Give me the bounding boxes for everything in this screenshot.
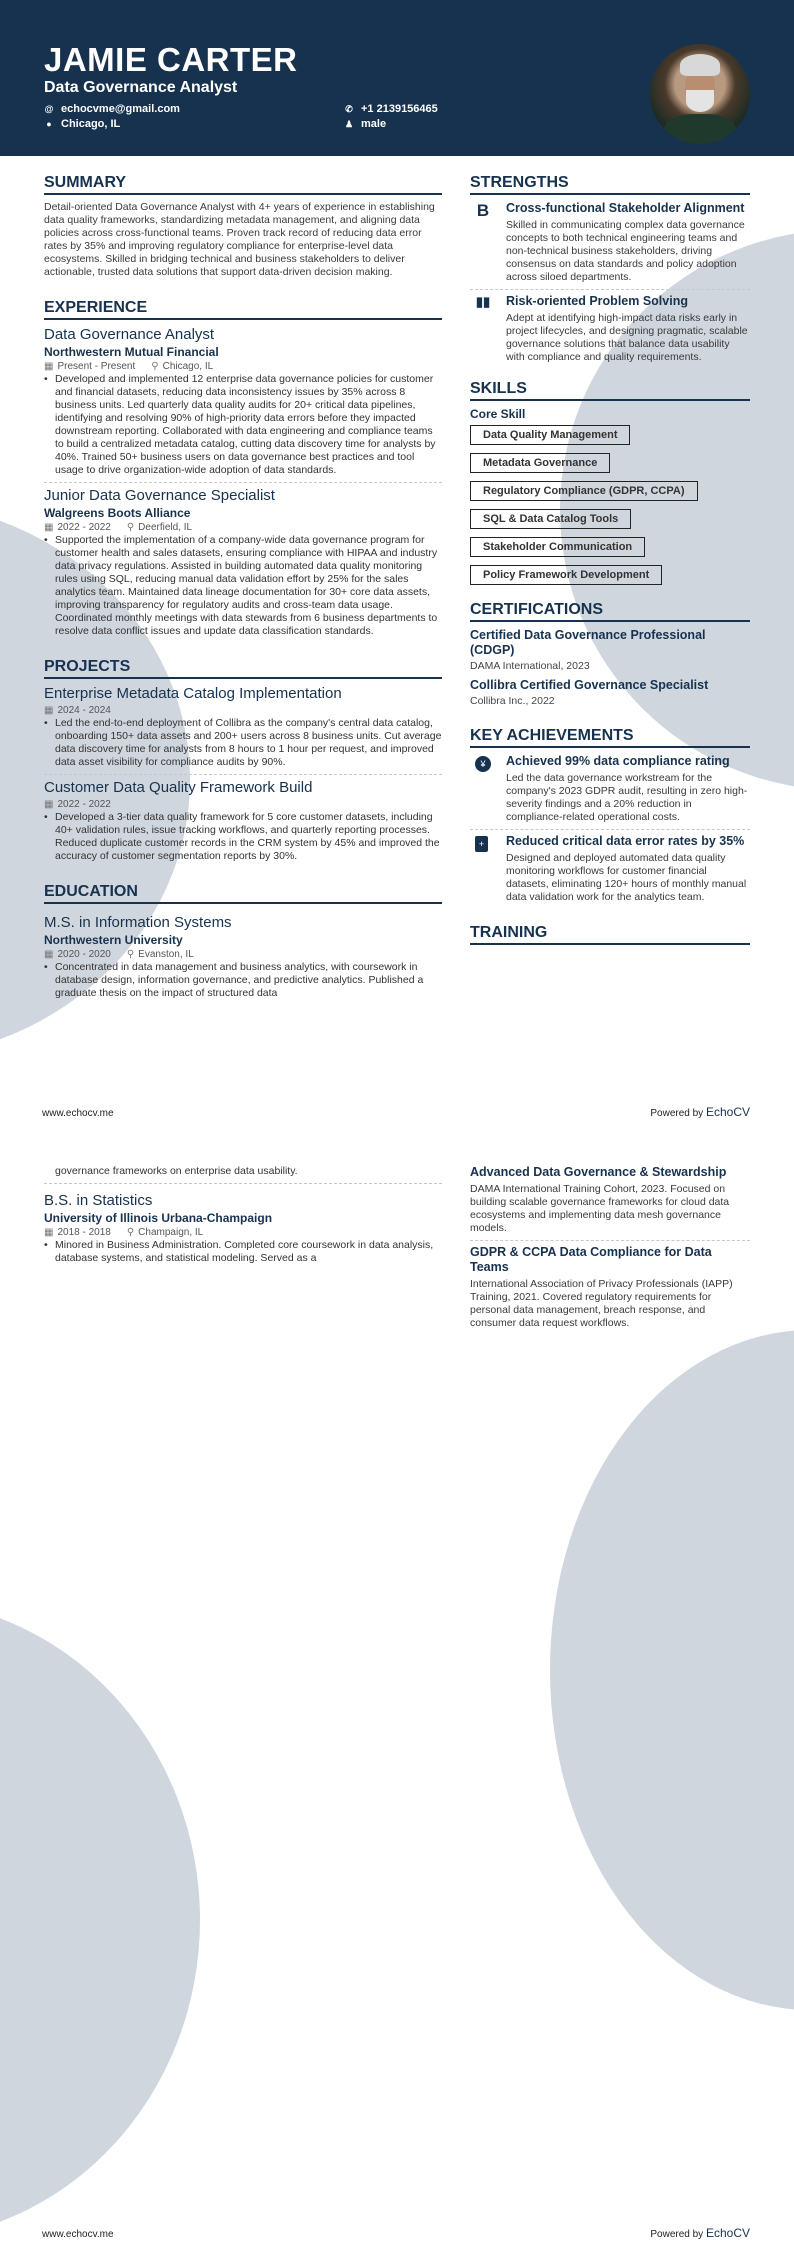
bullet: Developed a 3-tier data quality framework for 5 core customer datasets, including 40+ validation rules, issue tracking workflows, and quarterly reporting processes. Reduced duplicate customer records in the CRM system by 45% and improved the accuracy of customer segmentation reports by 30%. — [55, 811, 440, 862]
dates: 2024 - 2024 — [57, 705, 111, 716]
page-footer — [42, 1105, 750, 1119]
location: Deerfield, IL — [138, 522, 193, 533]
avatar — [650, 44, 750, 144]
divider — [470, 829, 750, 830]
training-title: GDPR & CCPA Data Compliance for Data Teams — [470, 1245, 712, 1274]
person-icon: ♟ — [344, 118, 354, 129]
achievement-title: Reduced critical data error rates by 35% — [506, 834, 745, 848]
skill-group-title: Core Skill — [470, 407, 526, 421]
degree: B.S. in Statistics — [44, 1192, 153, 1209]
skill-tag: Metadata Governance — [470, 453, 610, 473]
bullet: Minored in Business Administration. Completed core coursework in data analysis, database systems, and statistical modeling. Served as a — [55, 1239, 434, 1264]
brand-link[interactable]: EchoCV — [705, 1105, 750, 1119]
certification-item — [470, 628, 750, 672]
education-item: M.S. in Information Systems Northwestern University ▦ 2020 - 2020 ⚲ Evanston, IL • Concentrated in data management and business analytics, with coursework in database design, information governance, and predictive analytics. Published a graduate thesis on the impact of structured data — [44, 910, 442, 1000]
section-title-certifications: CERTIFICATIONS — [470, 601, 750, 622]
email: echocvme@gmail.com — [61, 103, 180, 115]
at-icon: @ — [44, 104, 54, 114]
decor-circle — [550, 1330, 794, 2010]
company: Northwestern Mutual Financial — [44, 345, 219, 359]
training-item — [470, 1165, 750, 1235]
dates: 2020 - 2020 — [57, 949, 111, 960]
location-pin-icon: ⚲ — [126, 1227, 135, 1238]
skill-tag: Data Quality Management — [470, 425, 630, 445]
strength-item — [470, 201, 750, 284]
cert-issuer: Collibra Inc., 2022 — [470, 695, 555, 707]
location-pin-icon: ⚲ — [126, 949, 135, 960]
experience-item: Junior Data Governance Specialist Walgreens Boots Alliance ▦ 2022 - 2022 ⚲ Deerfield, IL • Supported the implementation of a company-wide data governance program for customer health and sales datasets, ensuring compliance with HIPAA and industry data privacy regulations. Assisted in building automated data quality monitoring rules using SQL, reducing manual data validation effort by 25% for the sales analytics team. Maintained data lineage documentation for 30+ core data assets, improving transparency for regulatory audits and cross-team data usage. Coordinated monthly meetings with data stewards from 6 business departments to resolve data conflict issues and update data classification standards. — [44, 487, 442, 638]
section-title-summary: SUMMARY — [44, 174, 442, 195]
phone-icon: ✆ — [345, 103, 353, 114]
page-footer — [42, 2226, 750, 2240]
skill-tag: Policy Framework Development — [470, 565, 662, 585]
degree: M.S. in Information Systems — [44, 914, 232, 931]
section-title-achievements: KEY ACHIEVEMENTS — [470, 727, 750, 748]
training-desc: DAMA International Training Cohort, 2023. Focused on building scalable governance frameworks for cloud data ecosystems and implementing data mesh governance models. — [470, 1183, 730, 1234]
section-title-strengths: STRENGTHS — [470, 174, 750, 195]
dates: 2022 - 2022 — [57, 799, 111, 810]
powered-by-label: Powered by — [650, 2229, 704, 2240]
education-item: B.S. in Statistics University of Illinois Urbana-Champaign ▦ 2018 - 2018 ⚲ Champaign, IL • Minored in Business Administration. Completed core coursework in data analysis, database systems, and statistical modeling. Served as a — [44, 1188, 442, 1268]
calendar-icon: ▦ — [44, 522, 54, 533]
calendar-icon: ▦ — [44, 949, 54, 960]
achievement-item — [470, 834, 750, 904]
resume-header — [0, 0, 794, 156]
bullet-continued: governance frameworks on enterprise data usability. — [55, 1165, 298, 1177]
gender: male — [361, 118, 387, 130]
bullet: Developed and implemented 12 enterprise data governance policies for customer and financial datasets, reducing data inconsistency issues by 35% across 8 business units. Led quarterly data quality audits for 20+ critical data pipelines, identifying and resolving 90% of high-priority data errors before they impacted downstream reporting. Collaborated with data engineering and compliance teams to build a centralized metadata catalog, cutting data discovery time for analysts by 40%. Trained 50+ business users on data governance best practices and tool usage to drive organization-wide adoption of data standards. — [55, 373, 436, 476]
location-pin-icon: ⚲ — [151, 361, 159, 372]
section-title-training: TRAINING — [470, 924, 750, 945]
candidate-name: JAMIE CARTER — [44, 41, 298, 78]
cert-name: Certified Data Governance Professional (CDGP) — [470, 628, 706, 657]
right-column — [470, 156, 750, 1000]
section-title-experience: EXPERIENCE — [44, 299, 442, 320]
skill-tag: SQL & Data Catalog Tools — [470, 509, 631, 529]
skill-list — [470, 425, 750, 593]
location: Chicago, IL — [162, 361, 214, 372]
left-column — [44, 156, 442, 1000]
divider — [470, 289, 750, 290]
divider — [44, 774, 442, 775]
section-title-skills: SKILLS — [470, 380, 750, 401]
section-title-projects: PROJECTS — [44, 658, 442, 679]
footer-site-link[interactable]: www.echocv.me — [42, 2229, 114, 2240]
location: Chicago, IL — [61, 118, 121, 130]
left-column — [44, 1165, 442, 1330]
strength-item — [470, 294, 750, 364]
company: Walgreens Boots Alliance — [44, 506, 191, 520]
calendar-icon: ▦ — [44, 1227, 54, 1238]
phone: +1 2139156465 — [361, 103, 438, 115]
candidate-title: Data Governance Analyst — [44, 79, 238, 96]
cert-name: Collibra Certified Governance Specialist — [470, 678, 709, 692]
strength-desc: Skilled in communicating complex data governance concepts to both technical engineering teams and non-technical business stakeholders, driving consensus on data standards and policy adoption across siloed departments. — [506, 219, 745, 283]
yen-circle-icon: ¥ — [475, 756, 491, 772]
achievement-title: Achieved 99% data compliance rating — [506, 754, 730, 768]
section-title-education: EDUCATION — [44, 883, 442, 904]
resume-page-2 — [0, 1125, 794, 2246]
calendar-icon: ▦ — [44, 705, 54, 716]
skill-tag: Stakeholder Communication — [470, 537, 645, 557]
training-desc: International Association of Privacy Professionals (IAPP) Training, 2021. Covered regulatory requirements for personal data management, breach response, and consumer data request workflows. — [470, 1278, 733, 1329]
bullet: Concentrated in data management and business analytics, with coursework in database design, information governance, and predictive analytics. Published a graduate thesis on the impact of structured data — [55, 961, 424, 999]
file-plus-icon: + — [475, 836, 488, 852]
project-title: Customer Data Quality Framework Build — [44, 779, 313, 796]
location-pin-icon: ⚲ — [126, 522, 135, 533]
project-item: Customer Data Quality Framework Build ▦ 2022 - 2022 • Developed a 3-tier data quality framework for 5 core customer datasets, including 40+ validation rules, issue tracking workflows, and quarterly reporting processes. Reduced duplicate customer records in the CRM system by 45% and improved the accuracy of customer segmentation reports by 30%. — [44, 779, 442, 863]
achievement-desc: Designed and deployed automated data quality monitoring workflows for customer financial datasets, eliminating 120+ hours of monthly manual data validation work for the analytics team. — [506, 852, 747, 903]
bold-b-icon: B — [476, 201, 490, 220]
strength-title: Cross-functional Stakeholder Alignment — [506, 201, 745, 215]
certification-item — [470, 678, 750, 707]
school: Northwestern University — [44, 933, 183, 947]
experience-item: Data Governance Analyst Northwestern Mutual Financial ▦ Present - Present ⚲ Chicago, IL • Developed and implemented 12 enterprise data governance policies for customer and financial datasets, reducing data inconsistency issues by 35% across 8 business units. Led quarterly data quality audits for 20+ critical data pipelines, identifying and resolving 90% of high-priority data errors before they impacted downstream reporting. Collaborated with data engineering and compliance teams to build a centralized metadata catalog, cutting data discovery time for analysts by 40%. Trained 50+ business users on data governance best practices and tool usage to drive organization-wide adoption of data standards. — [44, 326, 442, 477]
divider — [470, 1240, 750, 1241]
strength-desc: Adept at identifying high-impact data risks early in project lifecycles, and designing pragmatic, scalable governance solutions that balance data usability with compliance and quality requirements. — [506, 312, 748, 363]
job-title: Data Governance Analyst — [44, 326, 215, 343]
bullet: Supported the implementation of a company-wide data governance program for customer health and sales datasets, ensuring compliance with HIPAA and industry data privacy regulations. Assisted in building automated data quality monitoring rules using SQL, reducing manual data validation effort by 25% for the sales analytics team. Maintained data lineage documentation for 30+ core data assets, improving transparency for regulatory audits and cross-team data usage. Coordinated monthly meetings with data stewards from 6 business departments to resolve data conflict issues and update data classification standards. — [55, 534, 438, 637]
calendar-icon: ▦ — [44, 361, 54, 372]
dates: Present - Present — [57, 361, 136, 372]
decor-circle — [0, 1600, 200, 2240]
powered-by-label: Powered by — [650, 1108, 704, 1119]
calendar-icon: ▦ — [44, 799, 54, 810]
book-open-icon: ▮▮ — [475, 294, 491, 309]
dates: 2018 - 2018 — [57, 1227, 111, 1238]
skill-tag: Regulatory Compliance (GDPR, CCPA) — [470, 481, 698, 501]
project-item: Enterprise Metadata Catalog Implementation ▦ 2024 - 2024 • Led the end-to-end deployment of Collibra as the company's central data catalog, onboarding 150+ data assets and 200+ users across 8 business units. Cut average data discovery time for analysts from 8 hours to 1 hour per request, and improved data asset visibility for compliance audits by 90%. — [44, 685, 442, 768]
achievement-desc: Led the data governance workstream for the company's 2023 GDPR audit, resulting in zero high-severity findings and a 20% reduction in compliance-related operational costs. — [506, 772, 748, 823]
strength-title: Risk-oriented Problem Solving — [506, 294, 688, 308]
footer-site-link[interactable]: www.echocv.me — [42, 1108, 114, 1119]
training-item — [470, 1245, 750, 1330]
location: Champaign, IL — [138, 1227, 204, 1238]
right-column — [470, 1165, 750, 1330]
achievement-item — [470, 754, 750, 824]
cert-issuer: DAMA International, 2023 — [470, 660, 590, 672]
dates: 2022 - 2022 — [57, 522, 111, 533]
school: University of Illinois Urbana-Champaign — [44, 1211, 273, 1225]
job-title: Junior Data Governance Specialist — [44, 487, 275, 504]
brand-link[interactable]: EchoCV — [705, 2226, 750, 2240]
bullet: Led the end-to-end deployment of Collibra as the company's central data catalog, onboarding 150+ data assets and 200+ users across 8 business units. Cut average data discovery time for analysts from 8 hours to 1 hour per request, and improved data asset visibility for compliance audits by 90%. — [55, 717, 442, 768]
divider — [44, 1183, 442, 1184]
location-pin-icon: ● — [46, 119, 52, 129]
summary-text: Detail-oriented Data Governance Analyst with 4+ years of experience in establishing data quality frameworks, standardizing metadata management, and aligning data policies across cross-functional teams. Proven track record of reducing data error rates by 35% and improving regulatory compliance for enterprise-level data ecosystems. Skilled in bridging technical and business stakeholders to deliver actionable, trusted data solutions that support data-driven decision making. — [44, 201, 435, 278]
training-title: Advanced Data Governance & Stewardship — [470, 1165, 727, 1179]
location: Evanston, IL — [138, 949, 194, 960]
divider — [44, 482, 442, 483]
project-title: Enterprise Metadata Catalog Implementation — [44, 685, 342, 702]
